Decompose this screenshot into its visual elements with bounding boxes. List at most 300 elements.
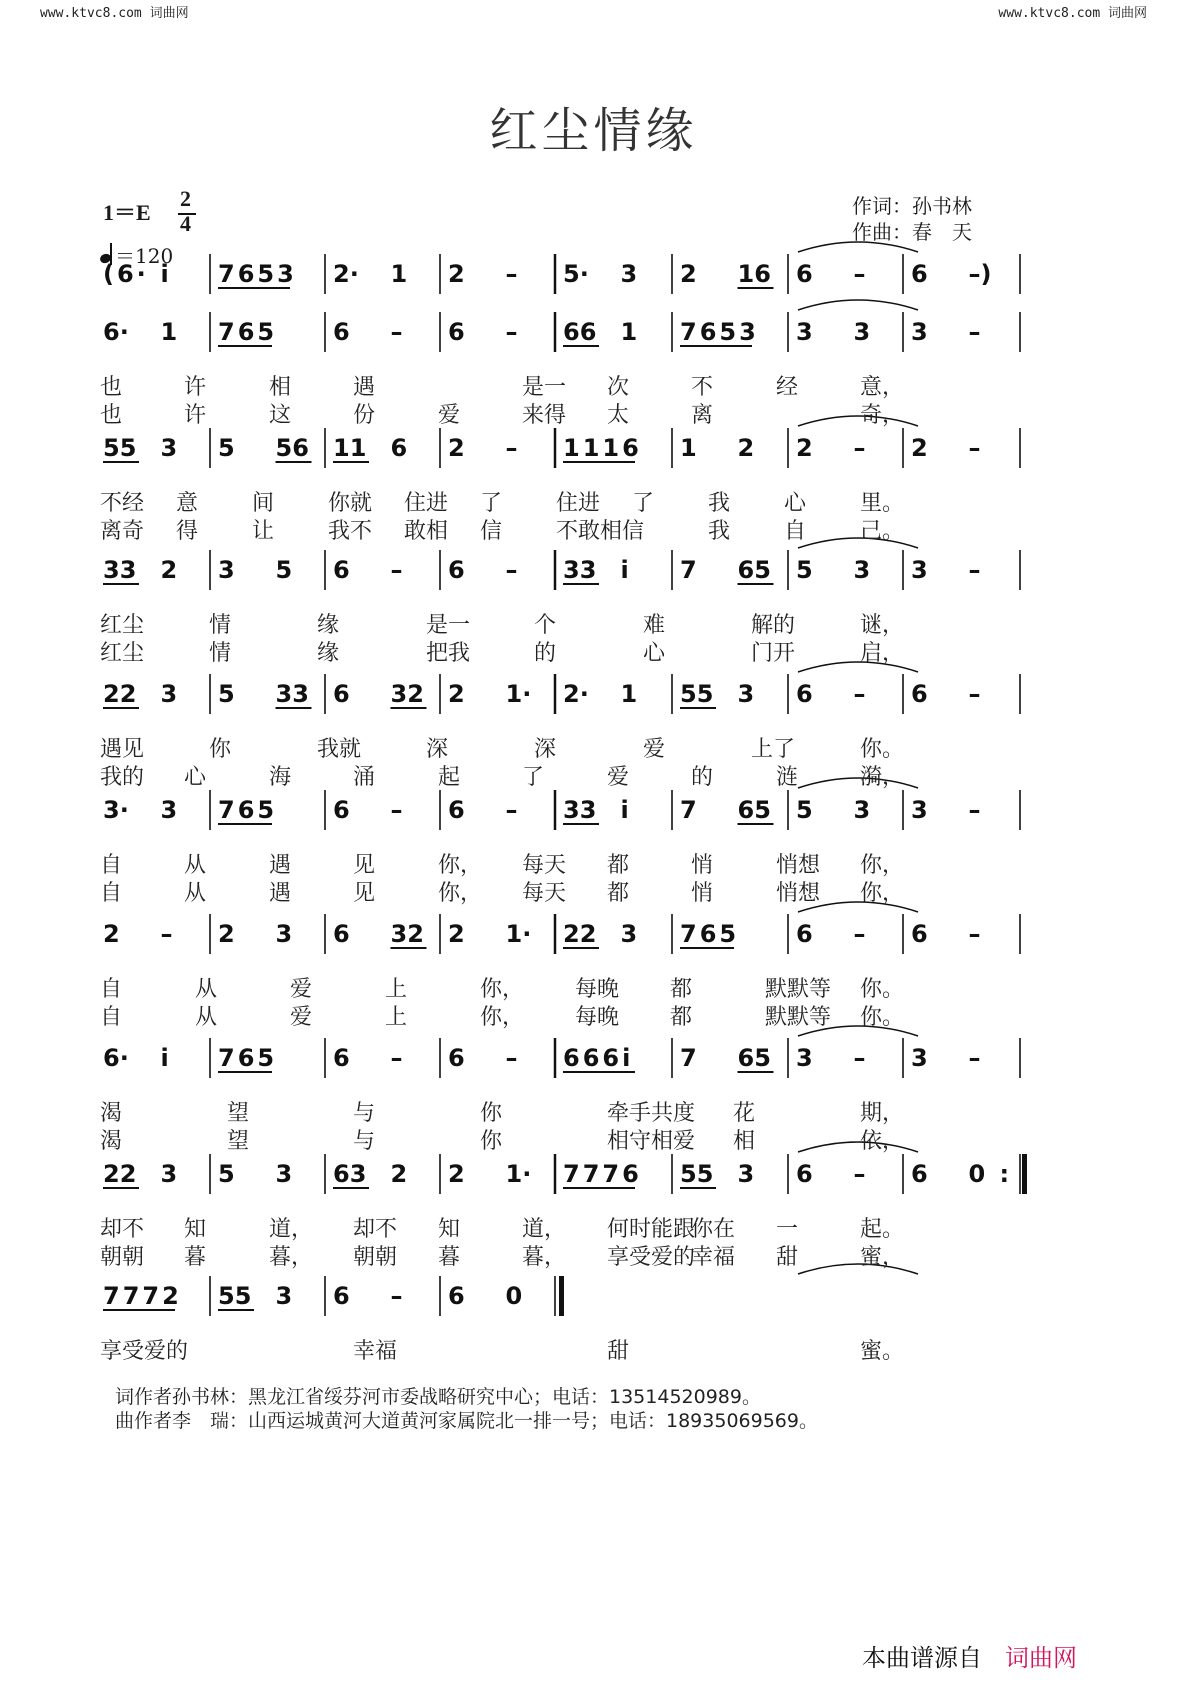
note-group: 6 — [333, 680, 350, 708]
lyric-word: 却不 — [353, 1217, 398, 1242]
note-group: – — [853, 1160, 866, 1188]
note-group: 33 — [275, 680, 309, 708]
contact-lyricist: 词作者孙书林：黑龙江省绥芬河市委战略研究中心；电话：13514520989。 — [115, 1386, 761, 1408]
note-group: 6 — [911, 920, 928, 948]
note-group: 765 — [218, 1044, 278, 1072]
note-group: 32 — [390, 680, 424, 708]
lyric-word: 我 — [708, 519, 731, 544]
lyric-word: 许 — [184, 375, 207, 400]
lyric-word: 悄想 — [776, 881, 821, 906]
note-group: 1 — [160, 318, 178, 346]
note-group: 22 — [563, 920, 597, 948]
lyric-word: 自 — [100, 853, 123, 878]
lyric-word: 你， — [438, 881, 483, 906]
tempo-value: ＝120 — [115, 244, 174, 268]
note-group: – — [968, 920, 981, 948]
lyric-word: 你。 — [860, 1005, 905, 1030]
lyric-word: 自 — [784, 519, 807, 544]
lyric-word: 渴 — [100, 1101, 123, 1126]
lyric-word: 享受爱的 — [607, 1245, 696, 1270]
lyric-word: 遇见 — [100, 737, 145, 762]
note-group: – — [853, 1044, 866, 1072]
note-group: 3 — [911, 796, 928, 824]
lyric-word: 你。 — [860, 737, 905, 762]
lyric-word: 爱 — [290, 1005, 313, 1030]
note-group: 2 — [680, 260, 697, 288]
note-group: 55 — [680, 680, 714, 708]
note-group: 3 — [160, 1160, 178, 1188]
note-group: (6· — [103, 260, 149, 288]
lyric-line — [0, 732, 1187, 762]
lyric-word: 奇， — [860, 403, 905, 428]
lyric-word: 每天 — [522, 853, 567, 878]
note-group: 3 — [853, 556, 871, 584]
lyric-word: 朝朝 — [353, 1245, 398, 1270]
lyric-word: 悄 — [691, 853, 714, 878]
lyric-word: 相 — [733, 1129, 756, 1154]
lyric-word: 住进 — [556, 491, 601, 516]
lyric-word: 每天 — [522, 881, 567, 906]
note-group: – — [505, 1044, 518, 1072]
lyric-line — [0, 398, 1187, 428]
note-group: 16 — [737, 260, 771, 288]
lyric-word: 自 — [100, 881, 123, 906]
note-group: 6· — [103, 1044, 129, 1072]
key-signature: 1＝E — [103, 200, 151, 225]
note-group: 1· — [505, 1160, 532, 1188]
lyric-word: 上了 — [751, 737, 796, 762]
note-group: 7 — [680, 796, 697, 824]
note-group: – — [968, 434, 981, 462]
lyric-word: 默默等 — [765, 977, 832, 1002]
note-group: 2 — [448, 1160, 465, 1188]
note-group: 5 — [218, 1160, 235, 1188]
lyric-word: 依， — [860, 1129, 905, 1154]
note-stem-icon — [110, 243, 112, 265]
note-group: – — [390, 796, 403, 824]
lyric-word: 你在 — [691, 1217, 736, 1242]
lyric-word: 一 — [776, 1217, 799, 1242]
lyric-word: 相 — [269, 375, 292, 400]
lyric-word: 了 — [522, 765, 545, 790]
note-group: 3· — [103, 796, 129, 824]
note-group: – — [853, 434, 866, 462]
note-group: 55 — [103, 434, 137, 462]
time-signature-bottom: 4 — [180, 211, 191, 236]
note-group: 5 — [275, 556, 293, 584]
note-group: 3 — [620, 920, 638, 948]
note-group: 1· — [505, 680, 532, 708]
note-group: 6 — [333, 318, 350, 346]
lyric-word: 爱 — [607, 765, 630, 790]
note-group: 22 — [103, 680, 137, 708]
footer-logo[interactable]: 词曲网 — [1005, 1644, 1077, 1672]
lyric-word: 谜， — [860, 613, 905, 638]
lyric-word: 这 — [269, 403, 292, 428]
lyric-word: 见 — [353, 853, 376, 878]
lyric-word: 份 — [353, 403, 376, 428]
lyric-line — [0, 1096, 1187, 1126]
lyric-word: 的 — [691, 765, 714, 790]
note-group: 3 — [911, 1044, 928, 1072]
lyric-word: 自 — [100, 977, 123, 1002]
lyric-word: 从 — [184, 881, 207, 906]
lyric-word: 从 — [195, 1005, 218, 1030]
note-group: 6 — [390, 434, 408, 462]
note-group: 5 — [218, 680, 235, 708]
lyric-word: 你， — [860, 853, 905, 878]
note-group: 1 — [680, 434, 697, 462]
lyric-word: 得 — [176, 519, 199, 544]
lyric-word: 爱 — [438, 403, 461, 428]
lyric-word: 知 — [184, 1217, 207, 1242]
note-group: 7653 — [218, 260, 297, 288]
note-group: – — [505, 556, 518, 584]
note-group: 0 — [505, 1282, 523, 1310]
lyric-word: 红尘 — [100, 613, 145, 638]
note-group: 3 — [853, 796, 871, 824]
lyric-word: 牵手共度 — [607, 1101, 696, 1126]
note-group: – — [390, 1282, 403, 1310]
note-group: 6 — [911, 260, 928, 288]
note-group: 6· — [103, 318, 129, 346]
note-group: – — [968, 796, 981, 824]
lyric-line — [0, 876, 1187, 906]
note-group: 6 — [333, 556, 350, 584]
lyric-word: 蜜， — [860, 1245, 905, 1270]
note-group: 3 — [160, 434, 178, 462]
lyric-word: 漪， — [860, 765, 905, 790]
note-group: i — [620, 796, 629, 824]
note-group: 765 — [218, 318, 278, 346]
lyric-word: 与 — [353, 1101, 376, 1126]
note-group: 6 — [448, 318, 465, 346]
note-group: 33 — [103, 556, 137, 584]
note-group: – — [505, 318, 518, 346]
lyric-word: 解的 — [751, 613, 796, 638]
lyric-word: 花 — [733, 1101, 756, 1126]
lyric-word: 你， — [860, 881, 905, 906]
note-group: 3 — [911, 556, 928, 584]
lyric-word: 己。 — [860, 519, 905, 544]
lyric-word: 每晚 — [575, 1005, 620, 1030]
note-group: –) — [968, 260, 992, 288]
lyric-word: 我的 — [100, 765, 145, 790]
note-group: 33 — [563, 556, 597, 584]
note-group: – — [968, 1044, 981, 1072]
note-group: i — [160, 260, 169, 288]
lyric-line — [0, 1334, 1187, 1364]
lyric-line — [0, 1000, 1187, 1030]
lyric-word: 启， — [860, 641, 905, 666]
time-signature-top: 2 — [180, 186, 191, 211]
note-group: 6 — [448, 1044, 465, 1072]
lyric-word: 门开 — [751, 641, 796, 666]
lyric-word: 起 — [438, 765, 461, 790]
lyric-word: 把我 — [426, 641, 471, 666]
note-group: 3 — [737, 1160, 755, 1188]
note-group: – — [505, 260, 518, 288]
note-group: 1 — [390, 260, 408, 288]
lyric-word: 深 — [426, 737, 449, 762]
lyric-word: 朝朝 — [100, 1245, 145, 1270]
lyric-line — [0, 1212, 1187, 1242]
note-group: 3 — [275, 1282, 293, 1310]
note-group: 6 — [333, 1044, 350, 1072]
lyric-word: 都 — [670, 977, 693, 1002]
lyric-word: 你 — [480, 1101, 503, 1126]
note-group: 2 — [160, 556, 178, 584]
lyric-word: 道， — [522, 1217, 567, 1242]
note-group: 6 — [796, 260, 813, 288]
repeat-bar-line — [1022, 1154, 1027, 1194]
lyric-word: 遇 — [269, 881, 292, 906]
note-group: 3 — [911, 318, 928, 346]
lyric-word: 红尘 — [100, 641, 145, 666]
lyric-word: 期， — [860, 1101, 905, 1126]
note-group: 3 — [275, 920, 293, 948]
note-group: 2· — [333, 260, 359, 288]
note-group: 6 — [448, 556, 465, 584]
lyric-word: 你， — [438, 853, 483, 878]
lyric-word: 幸福 — [691, 1245, 736, 1270]
lyric-word: 敢相 — [404, 519, 449, 544]
note-group: 6 — [796, 680, 813, 708]
lyricist-credit: 作词：孙书林 — [852, 194, 972, 218]
lyric-word: 涟 — [776, 765, 799, 790]
note-group: 6 — [333, 920, 350, 948]
note-group: 7653 — [680, 318, 759, 346]
lyric-word: 你， — [480, 977, 525, 1002]
lyric-word: 离 — [691, 403, 714, 428]
note-group: i — [620, 556, 629, 584]
song-title: 红尘情缘 — [489, 103, 698, 159]
note-group: 5 — [796, 556, 813, 584]
lyric-word: 让 — [252, 519, 275, 544]
lyric-word: 涌 — [353, 765, 376, 790]
lyric-word: 缘 — [317, 641, 340, 666]
note-group: 6 — [333, 796, 350, 824]
lyric-word: 都 — [670, 1005, 693, 1030]
note-group: 6 — [796, 1160, 813, 1188]
lyric-word: 来得 — [522, 403, 567, 428]
lyric-word: 离奇 — [100, 519, 145, 544]
lyric-line — [0, 1124, 1187, 1154]
note-group: 2 — [103, 920, 120, 948]
note-group: i — [160, 1044, 169, 1072]
lyric-word: 蜜。 — [860, 1339, 905, 1364]
lyric-word: 你就 — [328, 491, 373, 516]
lyric-word: 不 — [691, 375, 714, 400]
lyric-word: 我 — [708, 491, 731, 516]
lyric-line — [0, 486, 1187, 516]
note-group: – — [853, 680, 866, 708]
lyric-word: 悄 — [691, 881, 714, 906]
note-group: 3 — [853, 318, 871, 346]
note-group: – — [853, 260, 866, 288]
note-group: – — [390, 1044, 403, 1072]
lyric-line — [0, 514, 1187, 544]
note-group: – — [968, 556, 981, 584]
note-group: – — [968, 318, 981, 346]
lyric-word: 你。 — [860, 977, 905, 1002]
note-group: 1 — [620, 680, 638, 708]
tempo-mark — [100, 240, 173, 269]
lyric-word: 从 — [195, 977, 218, 1002]
note-group: 1· — [505, 920, 532, 948]
lyric-word: 海 — [269, 765, 292, 790]
header-url-left[interactable]: www.ktvc8.com 词曲网 — [40, 6, 189, 21]
note-group: 5 — [796, 796, 813, 824]
lyric-line — [0, 370, 1187, 400]
composer-credit: 作曲：春 天 — [852, 220, 972, 244]
lyric-word: 的 — [534, 641, 557, 666]
lyric-word: 我就 — [317, 737, 362, 762]
note-group: 3 — [275, 1160, 293, 1188]
note-group: 1 — [620, 318, 638, 346]
note-group: 65 — [737, 556, 771, 584]
note-group: – — [968, 680, 981, 708]
note-group: 7 — [680, 1044, 697, 1072]
contact-composer: 曲作者李 瑞：山西运城黄河大道黄河家属院北一排一号；电话：18935069569。 — [115, 1410, 818, 1432]
lyric-word: 次 — [607, 375, 630, 400]
header-url-right[interactable]: www.ktvc8.com 词曲网 — [998, 6, 1147, 21]
lyric-word: 你 — [209, 737, 232, 762]
note-group: 65 — [737, 1044, 771, 1072]
lyric-word: 信 — [480, 519, 503, 544]
lyric-word: 暮 — [438, 1245, 461, 1270]
lyric-word: 爱 — [290, 977, 313, 1002]
lyric-word: 里。 — [860, 491, 905, 516]
lyric-word: 也 — [100, 403, 123, 428]
lyric-word: 都 — [607, 881, 630, 906]
note-group: 11 — [333, 434, 367, 462]
note-group: 7776 — [563, 1160, 642, 1188]
lyric-word: 深 — [534, 737, 557, 762]
note-group: 3 — [620, 260, 638, 288]
lyric-word: 缘 — [317, 613, 340, 638]
lyric-word: 甜 — [607, 1339, 630, 1364]
lyric-word: 你 — [480, 1129, 503, 1154]
note-group: 6 — [448, 796, 465, 824]
note-group: – — [505, 796, 518, 824]
lyric-word: 爱 — [643, 737, 666, 762]
lyric-word: 遇 — [353, 375, 376, 400]
note-group: 3 — [160, 796, 178, 824]
lyric-line — [0, 608, 1187, 638]
lyric-word: 起。 — [860, 1217, 905, 1242]
lyric-line — [0, 636, 1187, 666]
note-group: 1116 — [563, 434, 642, 462]
note-group: 55 — [680, 1160, 714, 1188]
note-group: 6 — [796, 920, 813, 948]
lyric-word: 不经 — [100, 491, 145, 516]
lyric-word: 太 — [607, 403, 630, 428]
lyric-word: 情 — [209, 641, 232, 666]
note-group: 3 — [160, 680, 178, 708]
note-group: 66 — [563, 318, 597, 346]
lyric-line — [0, 760, 1187, 790]
lyric-line — [0, 972, 1187, 1002]
note-group: 63 — [333, 1160, 367, 1188]
note-group: 765 — [218, 796, 278, 824]
lyric-word: 意 — [176, 491, 199, 516]
lyric-word: 情 — [209, 613, 232, 638]
note-group: 3 — [218, 556, 235, 584]
lyric-word: 暮， — [522, 1245, 567, 1270]
note-group: – — [505, 434, 518, 462]
note-group: 2 — [448, 260, 465, 288]
lyric-word: 经 — [776, 375, 799, 400]
note-group: – — [160, 920, 173, 948]
note-group: 3 — [737, 680, 755, 708]
note-group: 2 — [448, 680, 465, 708]
lyric-word: 望 — [227, 1101, 250, 1126]
note-group: 32 — [390, 920, 424, 948]
lyric-word: 难 — [643, 613, 666, 638]
lyric-word: 遇 — [269, 853, 292, 878]
note-group: 3 — [796, 1044, 813, 1072]
lyric-word: 暮 — [184, 1245, 207, 1270]
lyric-word: 个 — [534, 613, 557, 638]
note-group: 56 — [275, 434, 309, 462]
note-group: 2 — [448, 434, 465, 462]
lyric-word: 知 — [438, 1217, 461, 1242]
lyric-word: 是一 — [522, 375, 567, 400]
footer-source-text: 本曲谱源自 — [862, 1644, 982, 1672]
note-group: – — [390, 318, 403, 346]
lyric-word: 相守相爱 — [607, 1129, 696, 1154]
note-group: 33 — [563, 796, 597, 824]
lyric-word: 是一 — [426, 613, 471, 638]
note-group: 22 — [103, 1160, 137, 1188]
lyric-word: 自 — [100, 1005, 123, 1030]
note-group: – — [853, 920, 866, 948]
lyric-word: 上 — [385, 977, 408, 1002]
note-group: – — [390, 556, 403, 584]
lyric-word: 道， — [269, 1217, 314, 1242]
note-group: 6 — [333, 1282, 350, 1310]
lyric-word: 暮， — [269, 1245, 314, 1270]
note-group: 765 — [680, 920, 740, 948]
note-group: 3 — [796, 318, 813, 346]
note-group: 2· — [563, 680, 589, 708]
note-group: 6 — [448, 1282, 465, 1310]
lyric-word: 我不 — [328, 519, 373, 544]
note-group: 2 — [448, 920, 465, 948]
note-group: 2 — [390, 1160, 408, 1188]
lyric-word: 却不 — [100, 1217, 145, 1242]
final-bar-line — [559, 1276, 564, 1316]
lyric-word: 也 — [100, 375, 123, 400]
lyric-line — [0, 1240, 1187, 1270]
lyric-word: 了 — [480, 491, 503, 516]
lyric-word: 与 — [353, 1129, 376, 1154]
lyric-word: 心 — [643, 641, 666, 666]
note-group: 55 — [218, 1282, 252, 1310]
lyric-word: 了 — [632, 491, 655, 516]
lyric-word: 你， — [480, 1005, 525, 1030]
lyric-word: 享受爱的 — [100, 1339, 189, 1364]
note-group: 2 — [796, 434, 813, 462]
note-group: 6 — [911, 680, 928, 708]
note-group: 5 — [218, 434, 235, 462]
lyric-word: 甜 — [776, 1245, 799, 1270]
note-group: 2 — [218, 920, 235, 948]
lyric-word: 从 — [184, 853, 207, 878]
lyric-word: 悄想 — [776, 853, 821, 878]
lyric-word: 心 — [784, 491, 807, 516]
